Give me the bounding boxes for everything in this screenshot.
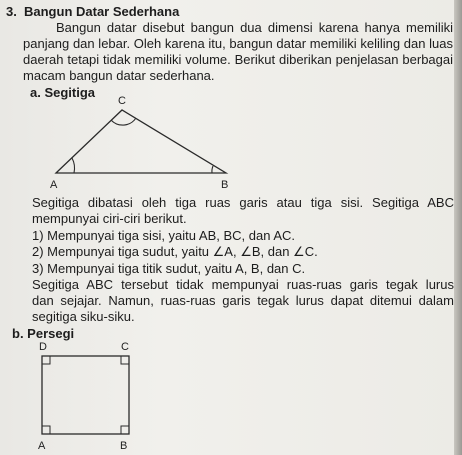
- triangle-label-a: A: [50, 179, 58, 191]
- intro-line-3: daerah tetapi tidak memiliki volume. Berikut diberikan penjelasan berbagai: [23, 52, 453, 67]
- right-angle-b: [121, 426, 129, 434]
- intro-line-2: panjang dan lebar. Oleh karena itu, bangun datar memiliki keliling dan luas: [23, 36, 453, 51]
- square-label-c: C: [121, 341, 129, 353]
- square-label-b: B: [120, 440, 128, 452]
- square-heading: b. Persegi: [12, 326, 75, 341]
- triangle-item-2: 2) Mempunyai tiga sudut, yaitu ∠A, ∠B, dan ∠C.: [32, 244, 318, 259]
- triangle-note-line-2: dan sejajar. Namun, ruas-ruas garis tegak lurus dapat ditemui dalam: [32, 293, 454, 308]
- triangle-note-line-1: Segitiga ABC tersebut tidak mempunyai ruas-ruas garis tegak lurus: [32, 277, 454, 292]
- right-angle-a: [42, 426, 50, 434]
- intro-line-4: macam bangun datar sederhana.: [23, 68, 215, 83]
- section-number: 3.: [6, 4, 17, 19]
- triangle-desc-line-2: mempunyai ciri-ciri berikut.: [32, 211, 187, 226]
- section-title: Bangun Datar Sederhana: [24, 4, 180, 19]
- triangle-label-b: B: [221, 179, 229, 191]
- triangle-heading: a. Segitiga: [30, 85, 96, 100]
- page-edge-shadow: [454, 0, 462, 455]
- triangle-item-1: 1) Mempunyai tiga sisi, yaitu AB, BC, dan AC.: [32, 228, 296, 243]
- right-angle-c: [121, 356, 129, 364]
- square-label-a: A: [38, 440, 46, 452]
- right-angle-d: [42, 356, 50, 364]
- square-label-d: D: [39, 341, 47, 353]
- triangle-item-3: 3) Mempunyai tiga titik sudut, yaitu A, B, dan C.: [32, 261, 306, 276]
- triangle-label-c: C: [118, 95, 126, 107]
- intro-line-1: Bangun datar disebut bangun dua dimensi karena hanya memiliki: [56, 20, 453, 35]
- triangle-note-line-3: segitiga siku-siku.: [32, 309, 135, 324]
- square-abcd: [42, 356, 129, 434]
- triangle-desc-line-1: Segitiga dibatasi oleh tiga ruas garis atau tiga sisi. Segitiga ABC: [32, 195, 454, 210]
